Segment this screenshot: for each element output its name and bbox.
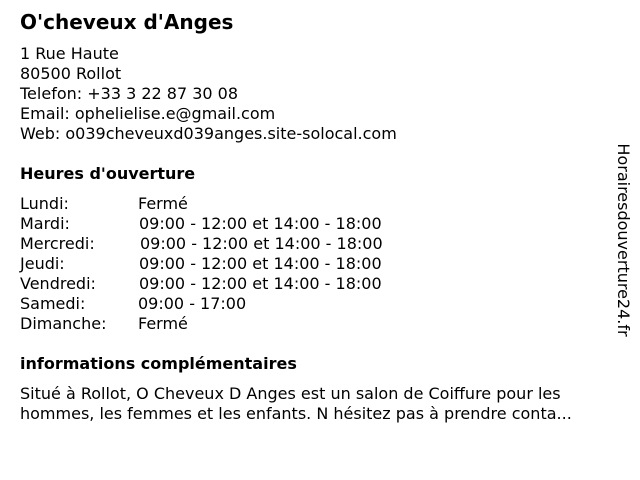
web-line: Web: o039cheveuxd039anges.site-solocal.com (20, 124, 397, 143)
phone-line: Telefon: +33 3 22 87 30 08 (20, 84, 239, 103)
info-text-line-1: Situé à Rollot, O Cheveux D Anges est un salon de Coiffure pour les (20, 384, 561, 403)
site-watermark: Horairesdouverture24.fr (614, 143, 633, 337)
info-heading: informations complémentaires (20, 354, 297, 373)
day-label: Mardi: (20, 214, 70, 233)
hours-heading: Heures d'ouverture (20, 164, 196, 183)
info-text-line-2: hommes, les femmes et les enfants. N hésitez pas à prendre conta... (20, 404, 572, 423)
address-street: 1 Rue Haute (20, 44, 119, 63)
day-label: Vendredi: (20, 274, 96, 293)
hours-value: 09:00 - 12:00 et 14:00 - 18:00 (140, 234, 383, 253)
hours-value: 09:00 - 12:00 et 14:00 - 18:00 (139, 214, 382, 233)
email-line: Email: ophelielise.e@gmail.com (20, 104, 276, 123)
day-label: Jeudi: (20, 254, 65, 273)
day-label: Dimanche: (20, 314, 107, 333)
hours-value: 09:00 - 17:00 (138, 294, 247, 313)
day-label: Samedi: (20, 294, 86, 313)
hours-value: Fermé (138, 314, 188, 333)
hours-value: 09:00 - 12:00 et 14:00 - 18:00 (139, 274, 382, 293)
address-city: 80500 Rollot (20, 64, 122, 83)
hours-value: 09:00 - 12:00 et 14:00 - 18:00 (139, 254, 382, 273)
business-name: O'cheveux d'Anges (20, 10, 234, 34)
hours-value: Fermé (138, 194, 188, 213)
day-label: Lundi: (20, 194, 69, 213)
day-label: Mercredi: (20, 234, 95, 253)
